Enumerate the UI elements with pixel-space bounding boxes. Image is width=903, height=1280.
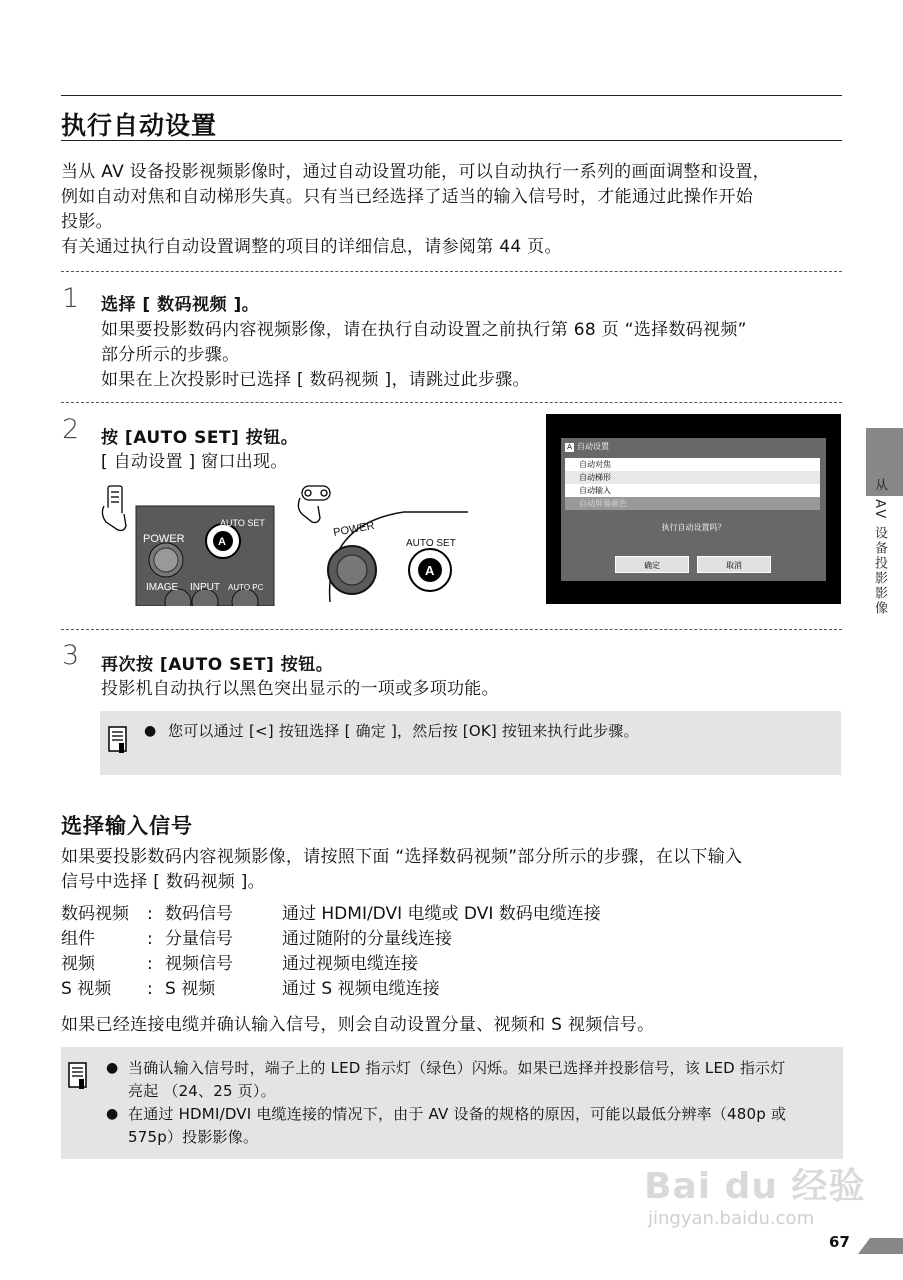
memo-icon	[68, 1062, 88, 1090]
signal-type: 数码信号	[165, 904, 233, 924]
input-label: INPUT	[190, 582, 220, 593]
power-label: POWER	[143, 533, 185, 545]
cancel-button[interactable]: 取消	[697, 556, 771, 573]
projector-panel-illustration	[294, 484, 468, 606]
signal-desc: 通过 HDMI/DVI 电缆或 DVI 数码电缆连接	[282, 904, 601, 924]
signal-desc: 通过视频电缆连接	[282, 954, 418, 974]
section-outro: 如果已经连接电缆并确认输入信号，则会自动设置分量、视频和 S 视频信号。	[61, 1015, 655, 1035]
note-box	[100, 711, 841, 775]
panel-auto-set-label: AUTO SET	[406, 538, 456, 549]
remote-control-illustration	[98, 484, 276, 606]
note-text: 在通过 HDMI/DVI 电缆连接的情况下，由于 AV 设备的规格的原因，可能以最低分辨率（480p 或 575p）投影影像。	[128, 1105, 787, 1146]
top-rule	[61, 95, 842, 96]
signal-name: 组件	[61, 929, 95, 949]
signal-sep: :	[147, 904, 153, 924]
dialog-item: 自动对焦	[565, 458, 820, 471]
step-number: 2	[62, 414, 80, 445]
signal-desc: 通过随附的分量线连接	[282, 929, 452, 949]
panel-a-button-glyph: A	[425, 563, 435, 578]
intro-line: 如果要投影数码内容视频影像，请按照下面 “选择数码视频”部分所示的步骤，在以下输入	[61, 847, 743, 867]
signal-name: S 视频	[61, 979, 112, 999]
page-number: 67	[829, 1233, 850, 1251]
step-title: 选择 [ 数码视频 ]。	[101, 295, 260, 315]
signal-sep: :	[147, 979, 153, 999]
auto-pc-label: AUTO PC	[228, 583, 264, 592]
baidu-watermark-logo: Bai du 经验	[644, 1166, 866, 1207]
step-body	[101, 318, 747, 393]
signal-type: 视频信号	[165, 954, 233, 974]
bullet-dot: ●	[106, 1106, 119, 1122]
section-intro	[61, 845, 742, 895]
bullet-dot: ●	[144, 723, 157, 739]
dialog-item: 自动输入	[565, 484, 820, 497]
auto-set-screen	[546, 414, 841, 604]
a-button-glyph: A	[218, 536, 226, 548]
signal-name: 视频	[61, 954, 95, 974]
dialog-question: 执行自动设置吗？	[661, 523, 726, 532]
signal-sep: :	[147, 954, 153, 974]
image-label: IMAGE	[146, 582, 179, 593]
ok-button[interactable]: 确定	[615, 556, 689, 573]
intro-line: 信号中选择 [ 数码视频 ]。	[61, 872, 265, 892]
auto-set-label: AUTO SET	[220, 518, 265, 528]
signal-desc: 通过 S 视频电缆连接	[282, 979, 440, 999]
signal-type: S 视频	[165, 979, 216, 999]
dialog-item: 自动屏幕颜色	[565, 497, 820, 510]
panel-power-label: POWER	[332, 519, 376, 539]
memo-icon	[108, 726, 128, 754]
intro-paragraph	[61, 160, 770, 260]
title-underline	[61, 140, 842, 141]
dialog-item: 自动梯形	[565, 471, 820, 484]
divider	[61, 271, 842, 272]
divider	[61, 629, 842, 630]
divider	[61, 402, 842, 403]
step-title: 按 [AUTO SET] 按钮。	[101, 428, 299, 448]
dialog-title: A 自动设置	[565, 441, 609, 453]
bullet-dot: ●	[106, 1060, 119, 1076]
note-text: 当确认输入信号时，端子上的 LED 指示灯（绿色）闪烁。如果已选择并投影信号，该 LED 指示灯 亮起 （24、25 页）。	[128, 1059, 786, 1100]
step-line: 部分所示的步骤。	[101, 345, 240, 365]
intro-line: 有关通过执行自动设置调整的项目的详细信息，请参阅第 44 页。	[61, 237, 562, 257]
step-line: 投影机自动执行以黑色突出显示的一项或多项功能。	[101, 679, 499, 699]
step-number: 3	[62, 640, 80, 671]
note-text: 您可以通过 [<] 按钮选择 [ 确定 ]，然后按 [OK] 按钮来执行此步骤。	[168, 722, 639, 740]
step-number: 1	[62, 283, 80, 314]
side-tab-label: 从 AV 设备投影影像	[872, 478, 887, 617]
page-corner-shape	[858, 1238, 903, 1254]
step-title: 再次按 [AUTO SET] 按钮。	[101, 655, 334, 675]
section-heading: 选择输入信号	[61, 814, 193, 838]
signal-name: 数码视频	[61, 904, 129, 924]
intro-line: 投影。	[61, 212, 113, 232]
step-line: 如果在上次投影时已选择 [ 数码视频 ]，请跳过此步骤。	[101, 370, 530, 390]
section-title: 执行自动设置	[61, 111, 218, 140]
auto-set-icon: A	[565, 443, 574, 452]
intro-line: 例如自动对焦和自动梯形失真。只有当已经选择了适当的输入信号时，才能通过此操作开始	[61, 187, 753, 207]
step-line: [ 自动设置 ] 窗口出现。	[101, 452, 288, 472]
intro-line: 当从 AV 设备投影视频影像时，通过自动设置功能，可以自动执行一系列的画面调整和设置，	[61, 162, 770, 182]
remote-hand-icon	[102, 486, 126, 531]
auto-set-dialog	[561, 438, 826, 581]
signal-sep: :	[147, 929, 153, 949]
watermark-url: jingyan.baidu.com	[648, 1208, 815, 1229]
step-line: 如果要投影数码内容视频影像，请在执行自动设置之前执行第 68 页 “选择数码视频”	[101, 320, 747, 340]
note-box	[61, 1047, 843, 1159]
signal-type: 分量信号	[165, 929, 233, 949]
